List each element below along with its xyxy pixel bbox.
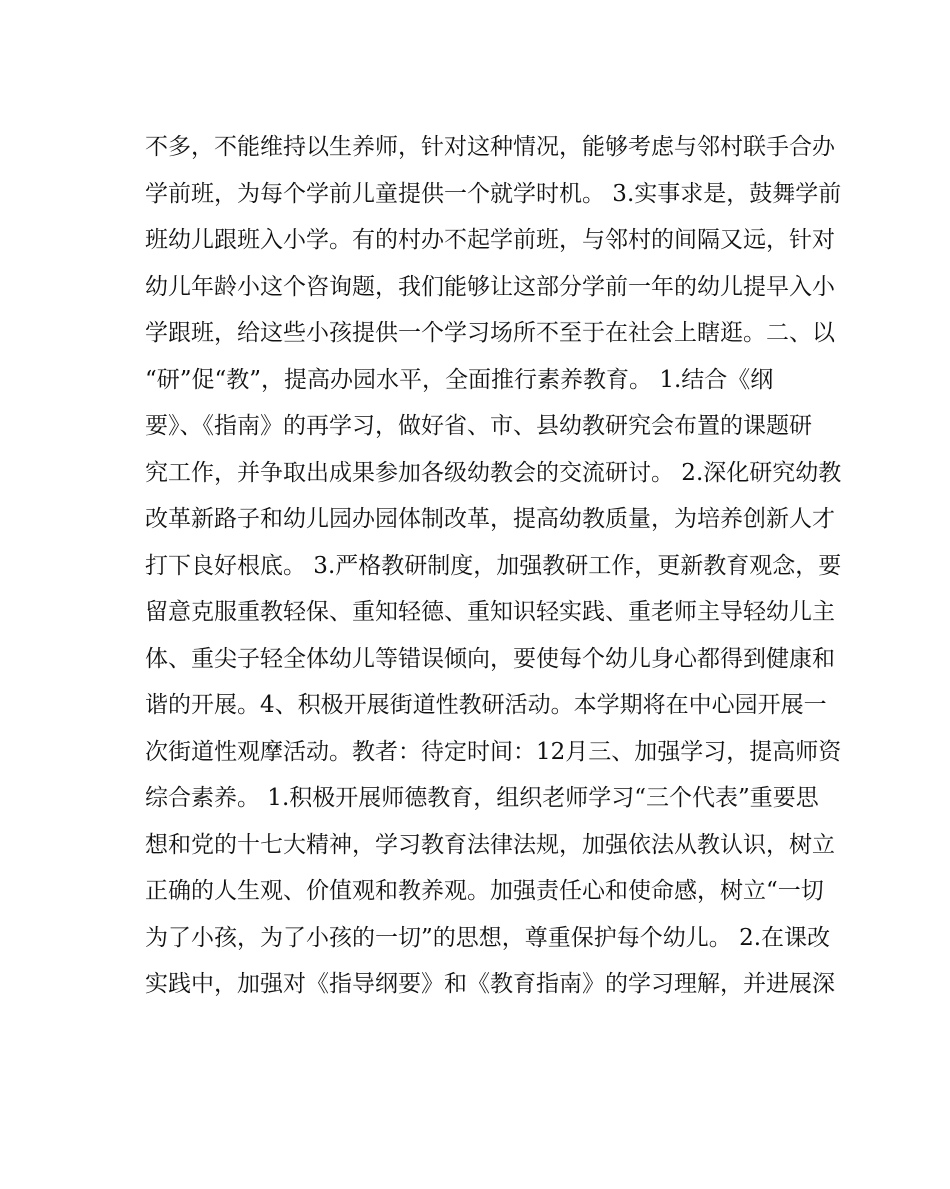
text-line: 体、重尖子轻全体幼儿等错误倾向，要使每个幼儿身心都得到健康和 (145, 645, 835, 672)
text-line: 要》、《指南》的再学习，做好省、市、县幼教研究会布置的课题研 (145, 413, 812, 439)
text-line: 幼儿年龄小这个咨询题，我们能够让这部分学前一年的幼儿提早入小 (145, 273, 835, 300)
text-line: 实践中，加强对《指导纲要》和《教育指南》的学习理解，并进展深 (145, 971, 835, 997)
text-line: 打下良好根底。 3.严格教研制度，加强教研工作，更新教育观念，要 (145, 552, 842, 579)
body-text (145, 124, 842, 1008)
text-line: “研”促“教”，提高办园水平，全面推行素养教育。 1.结合《纲 (145, 366, 774, 393)
text-line: 班幼儿跟班入小学。有的村办不起学前班，与邻村的间隔又远，针对 (145, 227, 835, 253)
text-line: 留意克服重教轻保、重知轻德、重知识轻实践、重老师主导轻幼儿主 (145, 599, 835, 625)
text-line: 究工作，并争取出成果参加各级幼教会的交流研讨。 2.深化研究幼教 (145, 459, 842, 486)
text-line: 正确的人生观、价值观和教养观。加强责任心和使命感，树立“一切 (145, 878, 824, 904)
text-line: 谐的开展。4、积极开展街道性教研活动。本学期将在中心园开展一 (145, 692, 827, 718)
text-line: 改革新路子和幼儿园办园体制改革，提高幼教质量，为培养创新人才 (145, 506, 835, 532)
text-line: 想和党的十七大精神，学习教育法律法规，加强依法从教认识，树立 (145, 831, 835, 858)
text-line: 学跟班，给这些小孩提供一个学习场所不至于在社会上瞎逛。二、以 (145, 320, 835, 346)
text-line: 为了小孩，为了小孩的一切”的思想，尊重保护每个幼儿。 2.在课改 (145, 924, 831, 951)
text-line: 学前班，为每个学前儿童提供一个就学时机。 3.实事求是，鼓舞学前 (145, 180, 842, 207)
text-line: 综合素养。 1.积极开展师德教育，组织老师学习“三个代表”重要思 (145, 785, 819, 811)
text-line: 次街道性观摩活动。教者：待定时间：12月三、加强学习，提高师资 (145, 738, 842, 765)
text-line: 不多，不能维持以生养师，针对这种情况，能够考虑与邻村联手合办 (145, 134, 835, 160)
